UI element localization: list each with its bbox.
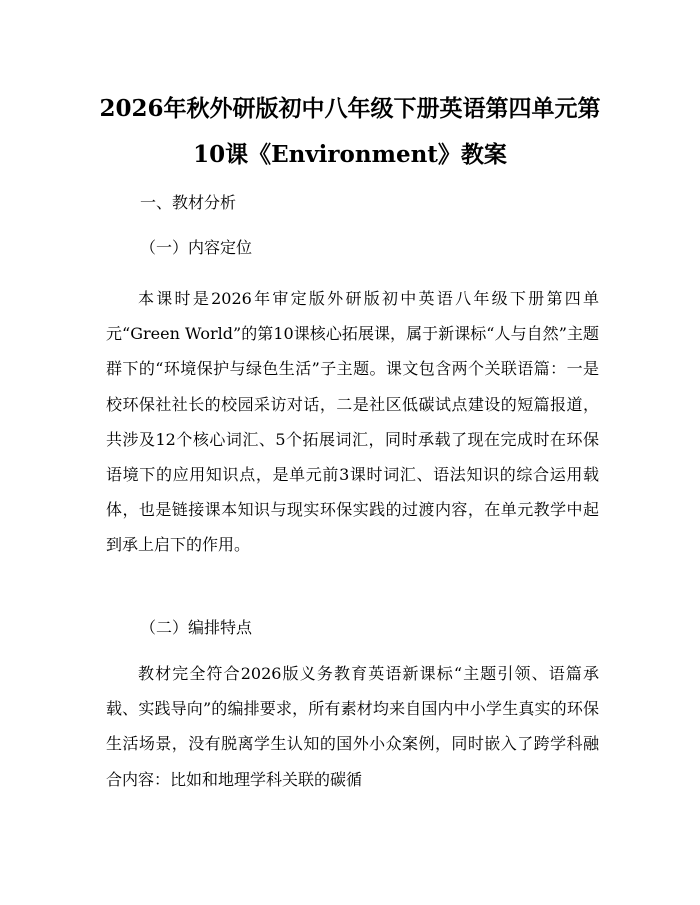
subsection-heading-content-positioning: （一）内容定位 xyxy=(140,238,253,257)
paragraph-arrangement-features: 教材完全符合2026版义务教育英语新课标“主题引领、语篇承载、实践导向”的编排要求，所有素材均来自国内中小学生真实的环保生活场景，没有脱离学生认知的国外小众案例，同时嵌入了跨学科融合内容：比如和地理学科关联的碳循 xyxy=(106,664,599,789)
subsection-heading-arrangement-features: （二）编排特点 xyxy=(140,618,253,637)
section-heading-textbook-analysis: 一、教材分析 xyxy=(140,193,237,212)
paragraph-content-positioning: 本课时是2026年审定版外研版初中英语八年级下册第四单元“Green World”的第10课核心拓展课，属于新课标“人与自然”主题群下的“环境保护与绿色生活”子主题。课文包含两个关联语篇：一是校环保社社长的校园采访对话，二是社区低碳试点建设的短篇报道，共涉及12个核心词汇、5个拓展词汇，同时承载了现在完成时在环保语境下的应用知识点，是单元前3课时词汇、语法知识的综合运用载体，也是链接课本知识与现实环保实践的过渡内容，在单元教学中起到承上启下的作用。 xyxy=(106,289,599,555)
document-title: 2026年秋外研版初中八年级下册英语第四单元第10课《Environment》教案 xyxy=(99,95,601,168)
